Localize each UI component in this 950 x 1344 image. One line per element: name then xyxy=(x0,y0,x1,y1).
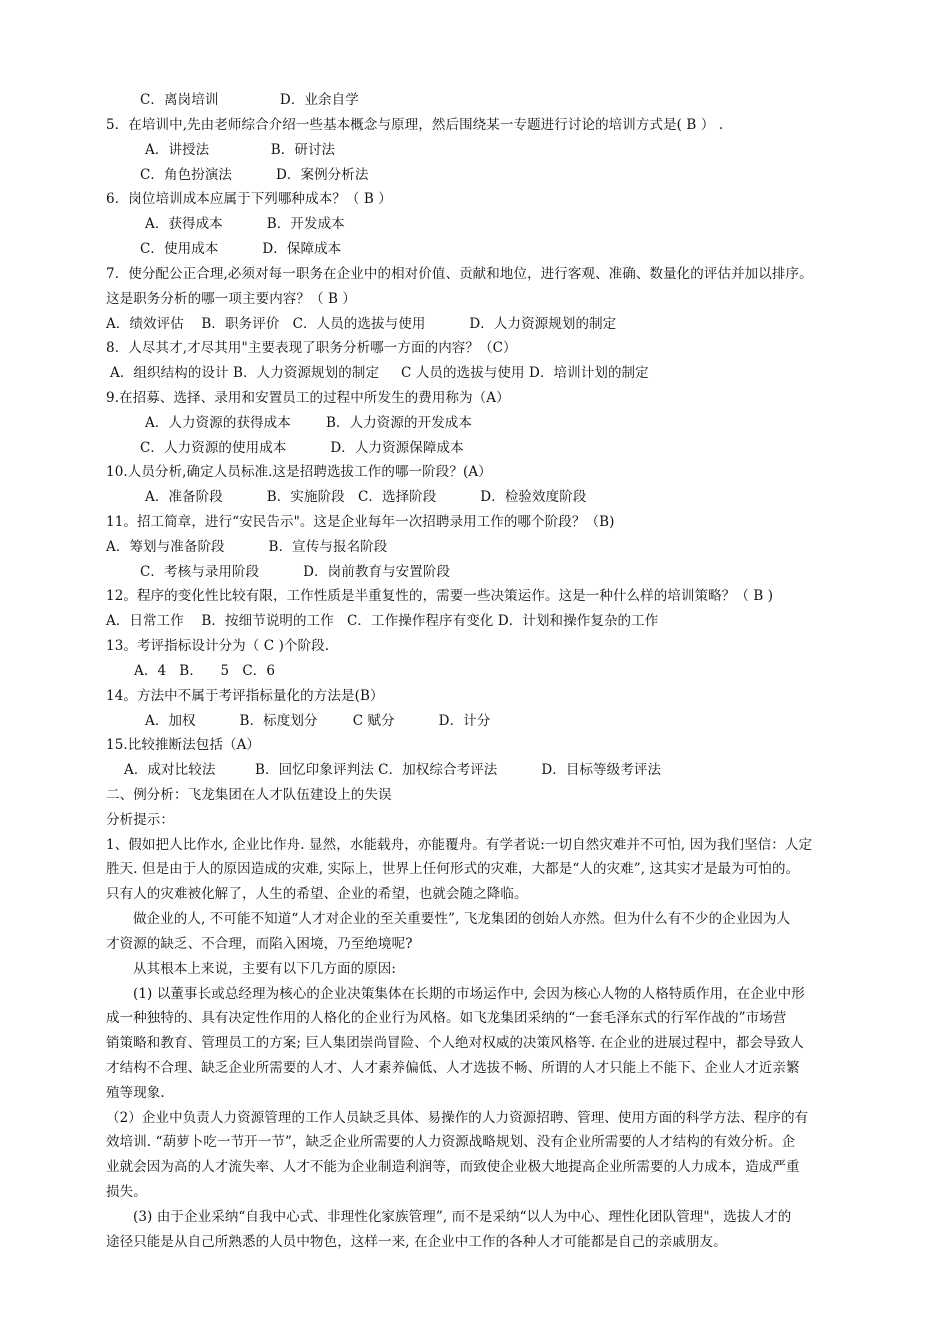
text-line: A．绩效评估 B．职务评价 C．人员的选拔与使用 D．人力资源规划的制定 xyxy=(106,316,617,332)
question-9: 9.在招募、选择、录用和安置员工的过程中所发生的费用称为（A） xyxy=(106,390,510,406)
text-line: C．使用成本 D．保障成本 xyxy=(140,241,342,257)
text-line: A．获得成本 B．开发成本 xyxy=(145,216,345,232)
question-8: 8．人尽其才,才尽其用"主要表现了职务分析哪一方面的内容？（C） xyxy=(106,340,517,356)
question-5: 5．在培训中,先由老师综合介绍一些基本概念与原理，然后围绕某一专题进行讨论的培训方式是( B ） . xyxy=(106,117,724,133)
paragraph-line: 才资源的缺乏、不合理，而陷入困境，乃至绝境呢? xyxy=(106,936,413,952)
question-14: 14。方法中不属于考评指标量化的方法是(B） xyxy=(106,688,384,704)
text-line: A．组织结构的设计 B．人力资源规划的制定 C 人员的选拔与使用 D．培训计划的制定 xyxy=(110,365,649,381)
question-11: 11。招工简章，进行“安民告示"。这是企业每年一次招聘录用工作的哪个阶段？（B) xyxy=(106,514,615,530)
text-line: A．人力资源的获得成本 B．人力资源的开发成本 xyxy=(145,415,472,431)
paragraph-line: 做企业的人, 不可能不知道“人才对企业的至关重要性”, 飞龙集团的创始人亦然。但为什么有不少的企业因为人 xyxy=(133,911,791,927)
text-line: 这是职务分析的哪一项主要内容？（ B ） xyxy=(106,291,357,307)
text-line: A．成对比较法 B．回忆印象评判法 C．加权综合考评法 D．目标等级考评法 xyxy=(124,762,662,778)
text-line: A．准备阶段 B．实施阶段 C．选择阶段 D．检验效度阶段 xyxy=(145,489,587,505)
question-13: 13。考评指标设计分为（ C )个阶段. xyxy=(106,638,330,654)
text-line: C．离岗培训 D．业余自学 xyxy=(140,92,359,108)
paragraph-line: 效培训. “葫萝卜吃一节开一节”，缺乏企业所需要的人力资源战略规划、没有企业所需要的人才结构的有效分析。企 xyxy=(106,1134,796,1150)
text-line: C．角色扮演法 D．案例分析法 xyxy=(140,167,369,183)
paragraph-line: (3) 由于企业采纳“自我中心式、非理性化家族管理”, 而不是采纳“以人为中心、理性化团队管理"，选拔人才的 xyxy=(133,1209,792,1225)
text-line: A．讲授法 B．研讨法 xyxy=(145,142,336,158)
paragraph-line: 销策略和教育、管理员工的方案; 巨人集团崇尚冒险、个人绝对权威的决策风格等. 在企业的进展过程中，都会导致人 xyxy=(106,1035,804,1051)
text-line: A．日常工作 B．按细节说明的工作 C．工作操作程序有变化 D．计划和操作复杂的工作 xyxy=(106,613,659,629)
paragraph-line: 殖等现象. xyxy=(106,1085,165,1101)
paragraph-line: (1) 以董事长或总经理为核心的企业决策集体在长期的市场运作中, 会因为核心人物的人格特质作用，在企业中形 xyxy=(133,986,805,1002)
paragraph-line: 才结构不合理、缺乏企业所需要的人才、人才素养偏低、人才选拔不畅、所谓的人才只能上不能下、企业人才近亲繁 xyxy=(106,1060,800,1076)
paragraph-line: 业就会因为高的人才流失率、人才不能为企业制造利润等，而致使企业极大地提高企业所需要的人力成本，造成严重 xyxy=(106,1159,800,1175)
question-12: 12。程序的变化性比较有限，工作性质是半重复性的，需要一些决策运作。这是一种什么样的培训策略？（ B ) xyxy=(106,588,774,604)
paragraph-line: 成一种独特的、具有决定性作用的人格化的企业行为风格。如飞龙集团采纳的“一套毛泽东式的行军作战的”市场营 xyxy=(106,1010,787,1026)
text-line: C．人力资源的使用成本 D．人力资源保障成本 xyxy=(140,440,464,456)
paragraph-line: 胜天. 但是由于人的原因造成的灾难, 实际上，世界上任何形式的灾难，大都是“人的灾难”, 这其实才是最为可怕的。 xyxy=(106,861,800,877)
text-line: A．4 B． 5 C．6 xyxy=(134,663,276,679)
question-7: 7．使分配公正合理,必须对每一职务在企业中的相对价值、贡献和地位，进行客观、准确、数量化的评估并加以排序。 xyxy=(106,266,813,282)
paragraph-line: 1、假如把人比作水, 企业比作舟. 显然，水能载舟，亦能覆舟。有学者说:一切自然灾难并不可怕, 因为我们坚信：人定 xyxy=(106,837,813,853)
section-subheading: 分析提示： xyxy=(106,812,174,828)
paragraph-line: 只有人的灾难被化解了，人生的希望、企业的希望，也就会随之降临。 xyxy=(106,886,528,902)
text-line: A．加权 B．标度划分 C 赋分 D．计分 xyxy=(145,713,491,729)
paragraph-line: 途径只能是从自己所熟悉的人员中物色，这样一来, 在企业中工作的各种人才可能都是自己的亲戚朋友。 xyxy=(106,1234,727,1250)
question-15: 15.比较推断法包括（A） xyxy=(106,737,261,753)
paragraph-line: 损失。 xyxy=(106,1184,147,1200)
question-6: 6．岗位培训成本应属于下列哪种成本？（ B ） xyxy=(106,191,392,207)
paragraph-line: 从其根本上来说，主要有以下几方面的原因: xyxy=(133,961,397,977)
paragraph-line: （2）企业中负责人力资源管理的工作人员缺乏具体、易操作的人力资源招聘、管理、使用方面的科学方法、程序的有 xyxy=(106,1110,809,1126)
section-heading: 二、例分析：飞龙集团在人才队伍建设上的失误 xyxy=(106,787,392,803)
text-line: A．筹划与准备阶段 B．宣传与报名阶段 xyxy=(106,539,388,555)
question-10: 10.人员分析,确定人员标准.这是招聘选拔工作的哪一阶段？(A） xyxy=(106,464,492,480)
text-line: C．考核与录用阶段 D．岗前教育与安置阶段 xyxy=(140,564,451,580)
